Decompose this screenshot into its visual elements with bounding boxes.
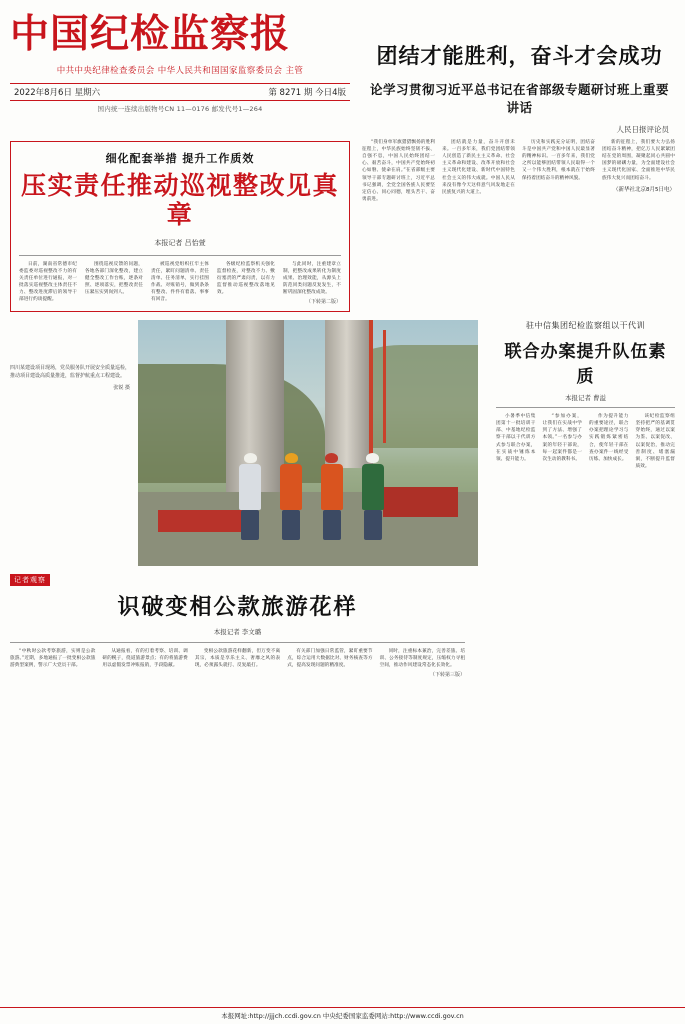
lead-col-2 [85, 261, 143, 306]
worker-helmet [285, 453, 298, 463]
mid-right-article [486, 320, 675, 566]
newspaper-sponsor: 中共中央纪律检查委员会 中华人民共和国国家监察委员会 主管 [56, 66, 304, 77]
top-article-byline: 人民日报评论员 [616, 125, 669, 134]
photo-caption-block [10, 320, 130, 566]
observer-paragraph: 变相公款旅游花样翻新，但万变不离其宗，本质是享乐主义、奢靡之风的表现，必须露头就打、反复敲打。 [194, 649, 281, 669]
observer-paragraph: 同时，注重标本兼治，完善差旅、培训、公务接待等制度规定，压缩权力寻租空间，推动作风建设常态化长效化。 [379, 649, 466, 669]
observer-article [10, 574, 465, 678]
top-col-4 [602, 139, 675, 205]
divider [19, 255, 341, 256]
page-footer [0, 1007, 685, 1020]
top-paragraph: 历史和实践充分证明，团结奋斗是中国共产党和中国人民最显著的精神标识。一百多年来，我们党之所以能够团结带领人民取得一个又一个伟大胜利，根本就在于始终保持着团结奋斗的精神风貌。 [522, 140, 595, 181]
top-article-headline: 团结才能胜利，奋斗才会成功 [376, 43, 663, 68]
lead-article-box [10, 141, 350, 312]
photo-block [138, 320, 478, 566]
worker-body [321, 464, 343, 510]
lead-paragraph: 被巡视党组织扛牢主体责任，紧盯问题清单、责任清单、任务清单，实行挂图作战、对账销号，做到条条有整改、件件有着落、事事有回音。 [151, 261, 209, 303]
lead-continuation-note: （下转第二版） [305, 299, 341, 306]
worker-helmet [366, 453, 379, 463]
worker-body [280, 464, 302, 510]
observer-paragraph: 从通报看，有的打着考察、培训、调研的幌子，绕道旅游景点；有的将旅游费用以虚假发票冲账报销，手段隐蔽。 [102, 649, 188, 669]
photo-worker-1 [233, 453, 267, 539]
lead-paragraph: 围绕巡视反馈的问题，各地各部门深化整改，建立健全整改工作台账，逐条对照、逐项落实，把整改责任压紧压实到岗到人。 [85, 261, 143, 295]
masthead-left [10, 11, 350, 135]
top-col-3 [522, 139, 595, 205]
worker-body [362, 464, 384, 510]
photo-red-container [383, 487, 458, 517]
observer-col-3 [195, 648, 280, 678]
publication-date: 2022年8月6日 星期六 [14, 88, 101, 99]
mid-paragraph: 作为提升能力的重要途径，联合办案把理论学习与实践锻炼紧密结合，使年轻干部在查办案件一线经受历练、加快成长。 [589, 414, 629, 462]
observer-paragraph: “中秋时公款考察旅游，实则是公款旅游。”近期，多地通报了一批变相公款旅游典型案例，警示广大党员干部。 [10, 649, 96, 669]
top-article [350, 14, 675, 135]
top-article-columns [362, 139, 675, 205]
observer-col-2 [102, 648, 187, 678]
mid-paragraph: “参加办案，让我们在实战中学到了方法、增强了本领。”一名参与办案的年轻干部说，每一起案件都是一次生动的教科书。 [542, 414, 582, 462]
photo-crane-mast [369, 320, 373, 463]
observer-headline: 识破变相公款旅游花样 [117, 594, 358, 621]
observer-columns [10, 648, 465, 678]
worker-legs [323, 510, 341, 540]
middle-section [10, 320, 675, 566]
divider [10, 642, 465, 643]
photo-crane-mast-2 [383, 330, 386, 443]
observer-continuation-note: （下转第三版） [430, 672, 466, 679]
photo-caption: 四川某建设项目现场，党员服务队开展安全质量巡检，推动项目建设高质量推进，监督护航重点工程建设。 [10, 365, 131, 380]
mid-col-3 [589, 413, 629, 472]
mid-col-1 [496, 413, 536, 472]
observer-col-5 [380, 648, 465, 678]
worker-body [239, 464, 261, 510]
construction-site-photo [138, 320, 478, 566]
worker-legs [282, 510, 300, 540]
worker-helmet [244, 453, 257, 463]
top-paragraph: 团结就是力量，奋斗开创未来。一百多年来，我们党团结带领人民创造了新民主主义革命、社会主义革命和建设、改革开放和社会主义现代化建设、新时代中国特色社会主义的伟大成就。中国人民从来没有像今天这样意气风发地走在民族复兴的大道上。 [442, 140, 515, 195]
worker-legs [241, 510, 259, 540]
footer-urls: 本报网址:http://jjjch.ccdi.gov.cn 中央纪委国家监委网站:http://www.ccdi.gov.cn [221, 1012, 464, 1020]
observer-paragraph: 有关部门加强日常监管，紧盯重要节点，综合运用大数据比对、财务核查等方式，提高发现问题的精准度。 [287, 649, 373, 669]
mid-col-2 [543, 413, 583, 472]
top-article-body [350, 135, 675, 312]
registration-number: 国内统一连续出版物号CN 11—0176 邮发代号1—264 [97, 105, 263, 114]
mid-article-byline: 本报记者 曹溢 [564, 394, 607, 403]
mid-paragraph: 小暑季中信集团第十一批培训干部、中基地纪检监察干部以干代训方式参与联合办案，在实战中锤炼本领、提升能力。 [496, 414, 536, 462]
mid-paragraph: 该纪检监察组坚持把严的基调贯穿始终，通过以案为鉴、以案促改、以案促治，推动完善制度、堵塞漏洞，不断提升监督质效。 [635, 414, 675, 469]
top-article-subhead: 论学习贯彻习近平总书记在省部级专题研讨班上重要讲话 [369, 82, 669, 115]
lead-col-4 [217, 261, 275, 306]
upper-body [10, 135, 675, 312]
top-col-2 [442, 139, 515, 205]
photo-credit: 张锐 摄 [113, 385, 130, 392]
observer-col-1 [10, 648, 95, 678]
lead-paragraph: 与此同时，注重建章立制，把整改成果转化为制度成果、治理效能，从源头上防范同类问题反复发生，不断巩固深化整改成效。 [283, 261, 341, 295]
lead-article-kicker: 细化配套举措 提升工作质效 [105, 152, 255, 165]
photo-worker-2 [274, 453, 308, 539]
observer-byline: 本报记者 李文璐 [213, 628, 262, 637]
mid-article-columns [496, 413, 675, 472]
top-article-source: （新华社北京8月5日电） [613, 186, 675, 193]
photo-worker-4 [356, 453, 390, 539]
observer-header [10, 574, 465, 586]
lead-paragraph: 各级纪检监察机关强化监督检查，对整改不力、敷衍塞责的严肃问责，以有力监督推动巡视整改落地见效。 [217, 261, 275, 295]
newspaper-title: 中国纪检监察报 [10, 11, 291, 57]
top-paragraph: “我们身单军旗猎猎飘扬的胜利征程上，中华民族始终坚韧不拔、自强不息，中国人民始终团结一心、艰苦奋斗，中国共产党始终初心如磐、使命在肩。”在省部级主要领导干部专题研讨班上，习近平总书记强调，全党全国各族人民要坚定信心、同心同德，埋头苦干、奋勇前进。 [362, 140, 435, 202]
worker-helmet [325, 453, 338, 463]
lead-column [10, 135, 350, 312]
lead-col-1 [19, 261, 77, 306]
lead-col-5 [283, 261, 341, 306]
observer-col-4 [287, 648, 372, 678]
observer-flag: 记者观察 [10, 574, 50, 586]
masthead [10, 0, 675, 135]
lead-article-columns [19, 261, 341, 306]
top-col-1 [362, 139, 435, 205]
mid-col-4 [636, 413, 676, 472]
top-paragraph: 新的征程上，我们要大力弘扬团结奋斗精神，把亿万人民紧紧团结在党的周围，凝聚起同心共圆中国梦的磅礴力量，为全面建设社会主义现代化国家、全面推进中华民族伟大复兴而团结奋斗。 [602, 140, 675, 181]
lead-col-3 [151, 261, 209, 306]
lead-article-byline: 本报记者 吕怡萱 [154, 238, 206, 247]
lead-paragraph: 日前，湖南省常德市纪委监委对巡视整改不力的有关责任单位进行通报，对一批落实巡视整改主体责任不力、整改进度滞后的领导干部进行约谈提醒。 [19, 261, 77, 303]
masthead-meta [10, 83, 350, 101]
mid-article-kicker: 驻中信集团纪检监察组以干代训 [526, 321, 645, 331]
photo-worker-3 [315, 453, 349, 539]
divider [496, 407, 675, 408]
mid-article-headline: 联合办案提升队伍素质 [504, 342, 667, 388]
issue-number: 第 8271 期 今日4版 [268, 88, 346, 99]
lead-article-headline: 压实责任推动巡视整改见真章 [20, 171, 339, 229]
worker-legs [364, 510, 382, 540]
photo-pier-tower-2 [325, 320, 373, 468]
